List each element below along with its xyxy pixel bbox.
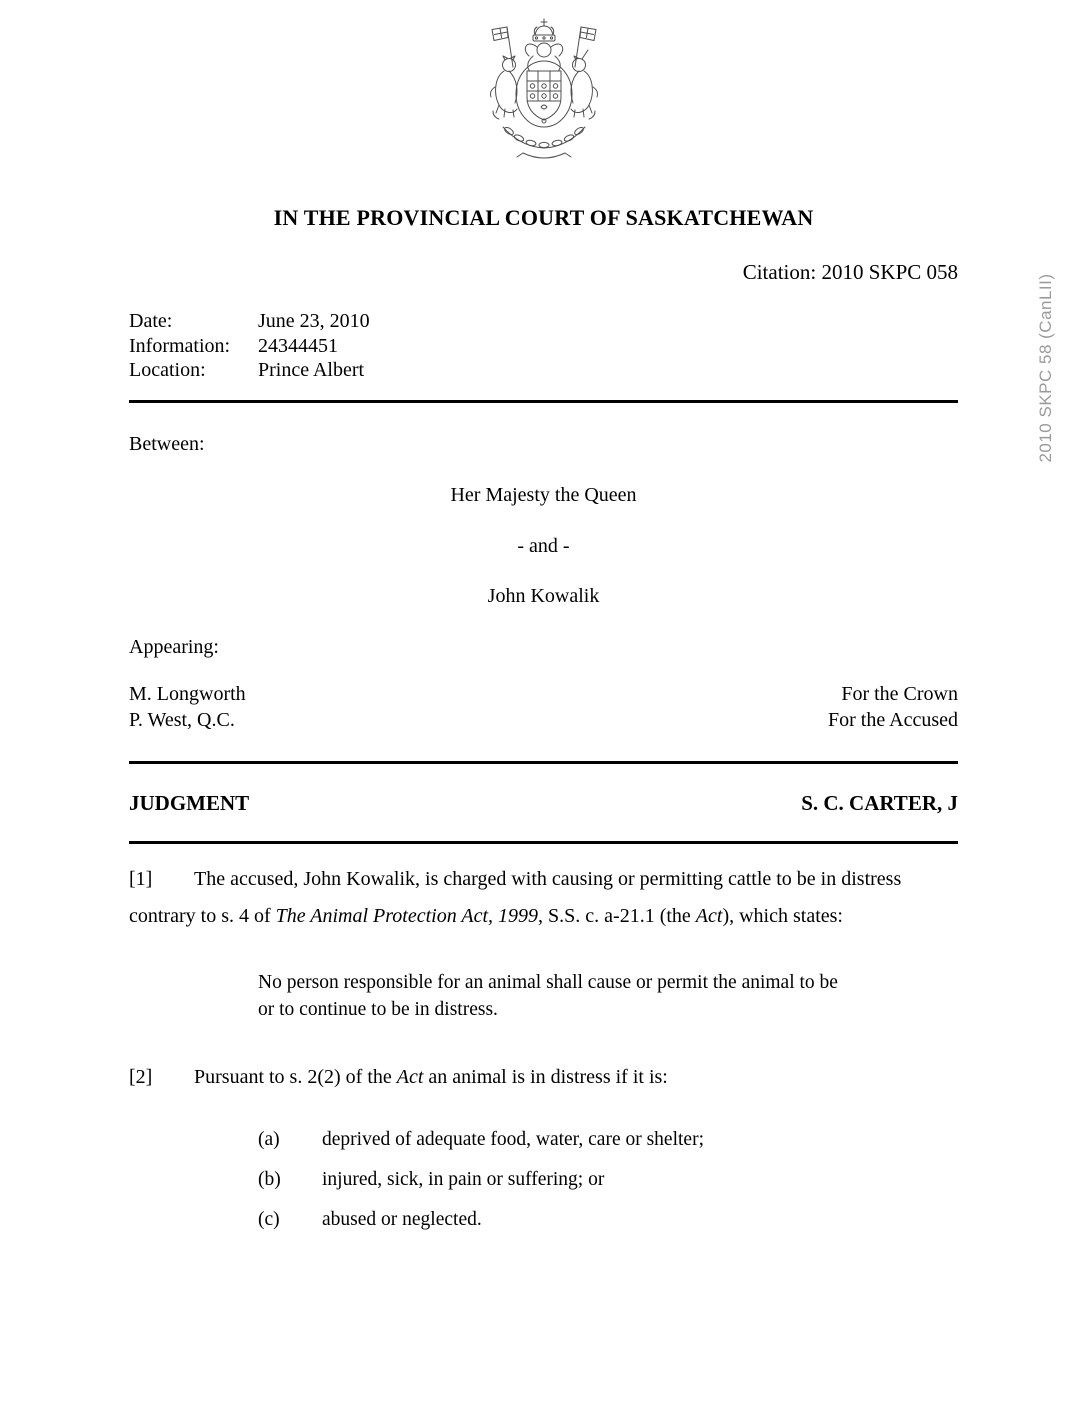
list-item: [258, 1167, 958, 1193]
list-item-label: (b): [258, 1168, 281, 1190]
appearing-label: Appearing:: [129, 635, 219, 658]
paragraph-1-text-b: , S.S. c. a-21.1 (the: [538, 904, 696, 927]
counsel-name-accused: P. West, Q.C.: [129, 708, 235, 731]
meta-row-date: [129, 309, 958, 334]
between-label: Between:: [129, 432, 205, 455]
date-value: June 23, 2010: [258, 310, 370, 332]
paragraph-1: [129, 861, 958, 935]
counsel-role-crown: For the Crown: [841, 682, 958, 705]
appearing-rows: [129, 681, 958, 733]
counsel-name-crown: M. Longworth: [129, 682, 246, 705]
appearing-row-crown: [129, 681, 958, 707]
judge-name: S. C. CARTER, J: [801, 790, 958, 815]
paragraph-1-text-a: The accused, John Kowalik, is charged with causing or permitting cattle to be in distress contrary to s. 4 of: [129, 867, 902, 927]
list-item-text: abused or neglected.: [322, 1208, 482, 1230]
list-item-text: injured, sick, in pain or suffering; or: [322, 1168, 605, 1190]
list-item: [258, 1127, 958, 1153]
paragraph-1-statute-title: The Animal Protection Act, 1999: [275, 904, 539, 927]
coat-of-arms-icon: [483, 15, 605, 163]
information-value: 24344451: [258, 334, 338, 357]
paragraph-1-number: [1]: [129, 867, 153, 890]
statute-quote: No person responsible for an animal shall cause or permit the animal to be or to continue to be in distress.: [258, 971, 838, 1020]
divider-judgment-top: [129, 761, 958, 764]
paragraph-2: [129, 1059, 958, 1096]
location-label: Location:: [129, 359, 206, 381]
meta-row-location: [129, 358, 958, 383]
party-separator: - and -: [517, 534, 570, 557]
paragraph-2-number: [2]: [129, 1065, 153, 1088]
citation: Citation: 2010 SKPC 058: [742, 260, 958, 284]
paragraph-1-text-c: ), which states:: [722, 904, 843, 927]
court-title: IN THE PROVINCIAL COURT OF SASKATCHEWAN: [273, 205, 814, 230]
document-content: [129, 0, 958, 1247]
paragraph-2-act-short: Act: [396, 1065, 424, 1088]
list-item-text: deprived of adequate food, water, care or shelter;: [322, 1128, 704, 1150]
paragraph-2-text-b: an animal is in distress if it is:: [423, 1065, 668, 1088]
list-item-label: (c): [258, 1208, 280, 1230]
party-plaintiff: Her Majesty the Queen: [450, 483, 637, 506]
appearing-row-accused: [129, 707, 958, 733]
counsel-role-accused: For the Accused: [828, 708, 958, 731]
date-label: Date:: [129, 310, 173, 332]
party-defendant: John Kowalik: [487, 584, 600, 607]
canlii-citation-watermark: 2010 SKPC 58 (CanLII): [1036, 273, 1055, 463]
judgment-header: [129, 790, 958, 816]
paragraph-1-act-short: Act: [695, 904, 723, 927]
divider-judgment-bottom: [129, 841, 958, 844]
list-item-label: (a): [258, 1128, 280, 1150]
meta-row-information: [129, 334, 958, 359]
paragraph-2-text-a: Pursuant to s. 2(2) of the: [194, 1065, 397, 1088]
divider-top: [129, 400, 958, 403]
location-value: Prince Albert: [258, 359, 365, 381]
case-meta: [129, 309, 958, 383]
information-label: Information:: [129, 334, 231, 357]
distress-definition-list: [129, 1127, 958, 1233]
judgment-heading: JUDGMENT: [129, 790, 250, 815]
list-item: [258, 1207, 958, 1233]
